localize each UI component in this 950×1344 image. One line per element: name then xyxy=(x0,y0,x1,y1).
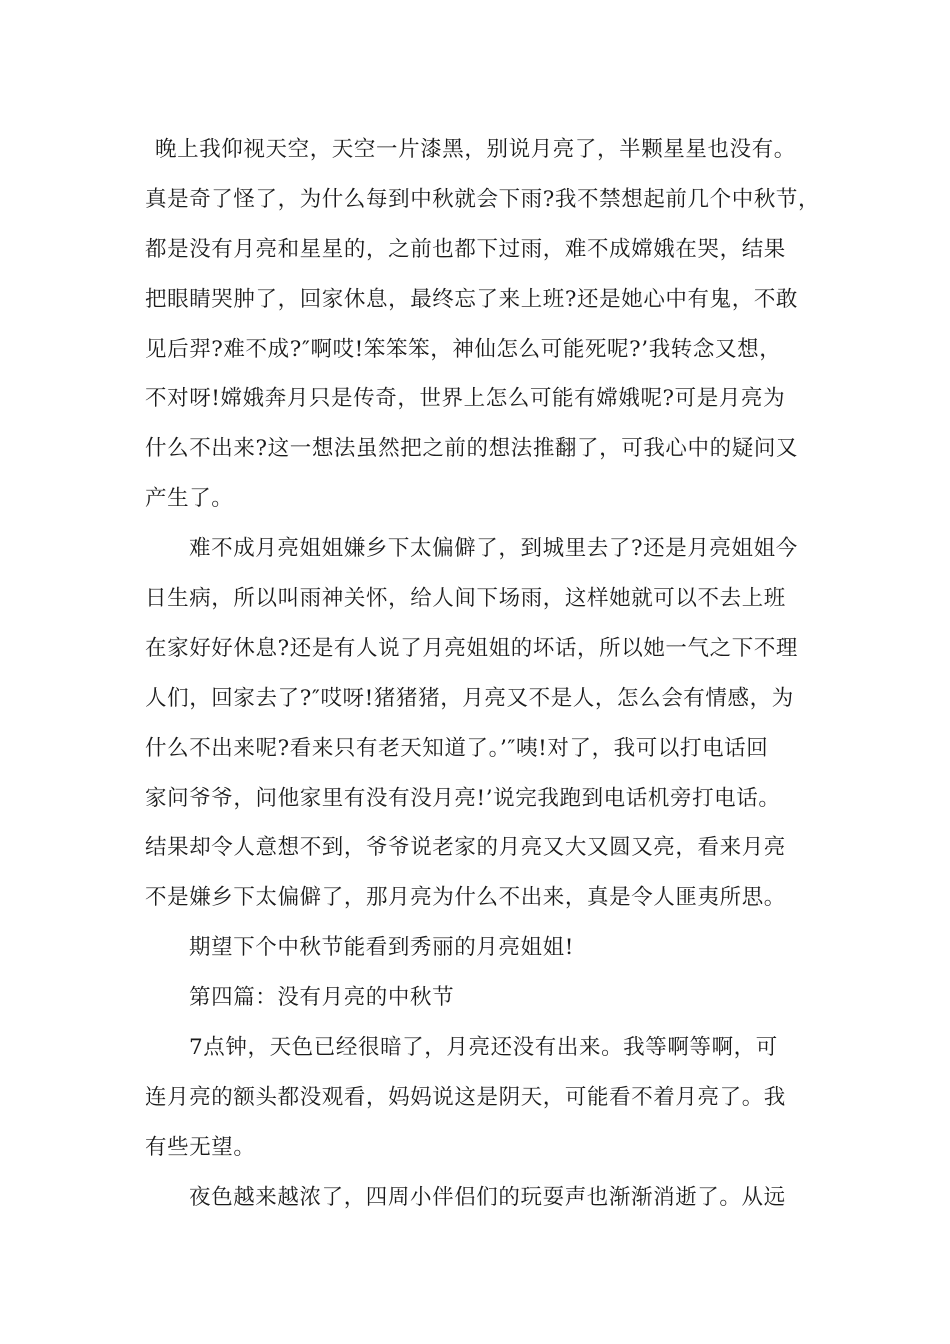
text-line: 难不成月亮姐姐嫌乡下太偏僻了，到城里去了?还是月亮姐姐今 xyxy=(189,536,798,562)
text-line: 不是嫌乡下太偏僻了，那月亮为什么不出来，真是令人匪夷所思。 xyxy=(145,885,786,911)
text-line: 有些无望。 xyxy=(145,1134,256,1160)
text-line: 人们，回家去了?″哎呀!猪猪猪，月亮又不是人，怎么会有情感，为 xyxy=(145,685,794,711)
text-line: 什么不出来?这一想法虽然把之前的想法推翻了，可我心中的疑问又 xyxy=(145,436,799,462)
text-line: 产生了。 xyxy=(145,486,234,512)
text-line: 真是奇了怪了，为什么每到中秋就会下雨?我不禁想起前几个中秋节， xyxy=(145,186,821,212)
text-line: 连月亮的额头都没观看，妈妈说这是阴天，可能看不着月亮了。我 xyxy=(145,1084,786,1110)
text-line: 把眼睛哭肿了，回家休息，最终忘了来上班?还是她心中有鬼，不敢 xyxy=(145,286,799,312)
text-line: 什么不出来呢?看来只有老天知道了。’″咦!对了，我可以打电话回 xyxy=(145,735,769,761)
text-line: 家问爷爷，问他家里有没有没月亮!’说完我跑到电话机旁打电话。 xyxy=(145,785,781,811)
text-line: 期望下个中秋节能看到秀丽的月亮姐姐! xyxy=(189,935,574,961)
text-line: 夜色越来越浓了，四周小伴侣们的玩耍声也渐渐消逝了。从远 xyxy=(189,1184,786,1210)
text-line: 都是没有月亮和星星的，之前也都下过雨，难不成嫦娥在哭，结果 xyxy=(145,236,786,262)
text-line: 见后羿?难不成?″啊哎!笨笨笨，神仙怎么可能死呢?’我转念又想， xyxy=(145,336,782,362)
section-heading: 第四篇：没有月亮的中秋节 xyxy=(189,985,455,1011)
text-line: 结果却令人意想不到，爷爷说老家的月亮又大又圆又亮，看来月亮 xyxy=(145,835,786,861)
text-line: 日生病，所以叫雨神关怀，给人间下场雨，这样她就可以不去上班 xyxy=(145,586,786,612)
text-line: 在家好好休息?还是有人说了月亮姐姐的坏话，所以她一气之下不理 xyxy=(145,635,799,661)
text-line: 不对呀!嫦娥奔月只是传奇，世界上怎么可能有嫦娥呢?可是月亮为 xyxy=(145,386,786,412)
document-body xyxy=(145,125,821,1223)
text-line: 7点钟，天色已经很暗了，月亮还没有出来。我等啊等啊，可 xyxy=(189,1035,778,1061)
text-line: 晚上我仰视天空，天空一片漆黑，别说月亮了，半颗星星也没有。 xyxy=(155,137,796,162)
